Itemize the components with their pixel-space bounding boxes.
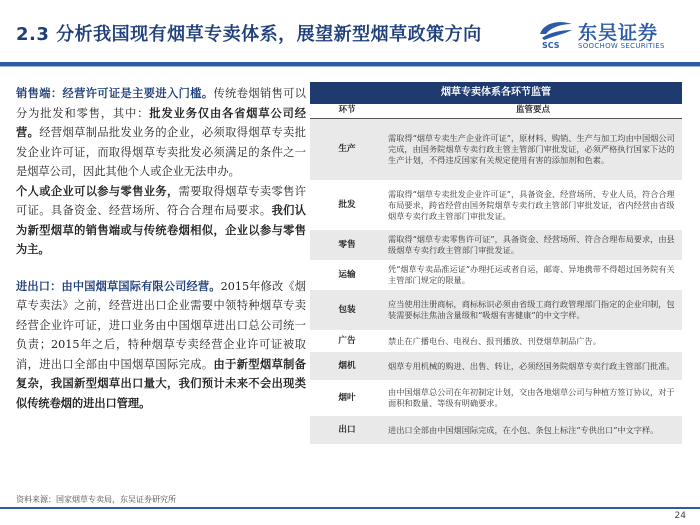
column-header-points: 监管要点 [384,104,682,118]
table-cell-points: 凭“烟草专卖品准运证”办理托运或者自运，邮寄、异地携带不得超过国务院有关主管部门规定的限量。 [384,260,682,290]
retail-bold-2: 我们认为新型烟草的销售端或与传统卷烟相似，企业以参与零售为主。 [16,203,306,256]
import-export-bold: 由于新型烟草制备复杂，我国新型烟草出口量大，我们预计未来不会出现类似传统卷烟的进出口管理。 [16,356,306,410]
logo-mark-text: SCS [542,41,560,50]
table-row [310,260,682,290]
page-number: 24 [674,511,686,521]
table-cell-stage: 烟机 [310,352,384,380]
import-export-text: 2015年修改《烟草专卖法》之前，经营进出口企业需要中领特种烟草专卖经营企业许可证，进口业务由中国烟草进出口总公司统一负责；2015年之后，特种烟草专卖经营企业许可证被取消，进出口全部由中国烟草国际完成。 [16,279,306,371]
body-text [16,84,306,413]
regulation-table [310,82,682,444]
paragraph-sales [16,84,306,182]
table-row [310,290,682,330]
logo-name-en: SOOCHOW SECURITIES [578,42,665,50]
table-row [310,416,682,444]
table-cell-stage: 包装 [310,290,384,330]
paragraph-retail [16,182,306,260]
table-cell-points: 应当使用注册商标，商标标识必须由省级工商行政管理部门指定的企业印制，包装需要标注焦油含量级和“吸烟有害健康”的中文字样。 [384,290,682,330]
paragraph-import-export [16,277,306,414]
footer-divider [0,507,700,509]
table-title: 烟草专卖体系各环节监管 [310,82,682,104]
table-cell-points: 需取得“烟草专卖生产企业许可证”，原材料、购销、生产与加工均由中国烟公司完成，由国务院烟草专卖行政主管主管部门审批发证，必须严格执行国家下达的生产计划，不得违反国家有关规定使用有害的添加剂和色素。 [384,118,682,180]
table-cell-stage: 广告 [310,330,384,352]
import-export-label: 进出口：由中国烟草国际有限公司经营。 [16,278,221,293]
table-cell-stage: 运输 [310,260,384,290]
page-header [0,0,700,66]
table-row [310,380,682,416]
logo-name-cn: 东吴证券 [578,22,659,44]
sales-text-2: 经营烟草制品批发业务的企业，必须取得烟草专卖批发企业许可证，而取得烟草专卖批发必须满足的条件之一是烟草公司，因此其他个人或企业无法申办。 [16,126,306,178]
table-cell-stage: 烟叶 [310,380,384,416]
table-cell-stage: 生产 [310,118,384,180]
source-note: 资料来源：国家烟草专卖局，东吴证券研究所 [16,495,176,504]
table-cell-stage: 批发 [310,180,384,230]
logo-mark-icon [538,18,574,50]
sales-text-1: 传统卷烟销售可以分为批发和零售，其中： [16,87,306,120]
table-cell-points: 禁止在广播电台、电视台、报刊播放、刊登烟草制品广告。 [384,330,682,352]
table-cell-points: 由中国烟草总公司在年初制定计划，交由各地烟草公司与种植方签订协议，对于面积和数量、等级有明确要求。 [384,380,682,416]
sales-label: 销售端：经营许可证是主要进入门槛。 [16,86,214,100]
table-row [310,118,682,180]
table-row [310,180,682,230]
table-cell-stage: 出口 [310,416,384,444]
table-cell-points: 进出口全部由中国烟国际完成，在小包、条包上标注“专供出口”中文字样。 [384,416,682,444]
sales-bold-1: 批发业务仅由各省烟草公司经营。 [16,105,306,139]
table-cell-points: 需取得“烟草专卖批发企业许可证”，具备资金、经营场所、专业人员，符合合理布局要求，跨省经营由国务院烟草专卖行政主管部门审批发证，省内经营由省级烟草专卖行政主管部门审批发证。 [384,180,682,230]
page-title: 2.3 分析我国现有烟草专卖体系，展望新型烟草政策方向 [16,24,482,45]
table-body [310,104,682,444]
column-header-stage: 环节 [310,104,384,118]
table-row [310,230,682,260]
retail-text: 需要取得烟草专卖零售许可证。具备资金、经营场所、符合合理布局要求。 [16,184,306,217]
table-cell-points: 需取得“烟草专卖零售许可证”，具备资金、经营场所、符合合理布局要求，由县级烟草专卖行政主管部门审批发证。 [384,230,682,260]
table-row [310,352,682,380]
retail-bold: 个人或企业可以参与零售业务， [16,183,179,198]
header-divider-thin [0,66,700,67]
table-row [310,330,682,352]
table-cell-points: 烟草专用机械的购进、出售、转让，必须经国务院烟草专卖行政主管部门批准。 [384,352,682,380]
company-logo [538,18,688,54]
table-cell-stage: 零售 [310,230,384,260]
